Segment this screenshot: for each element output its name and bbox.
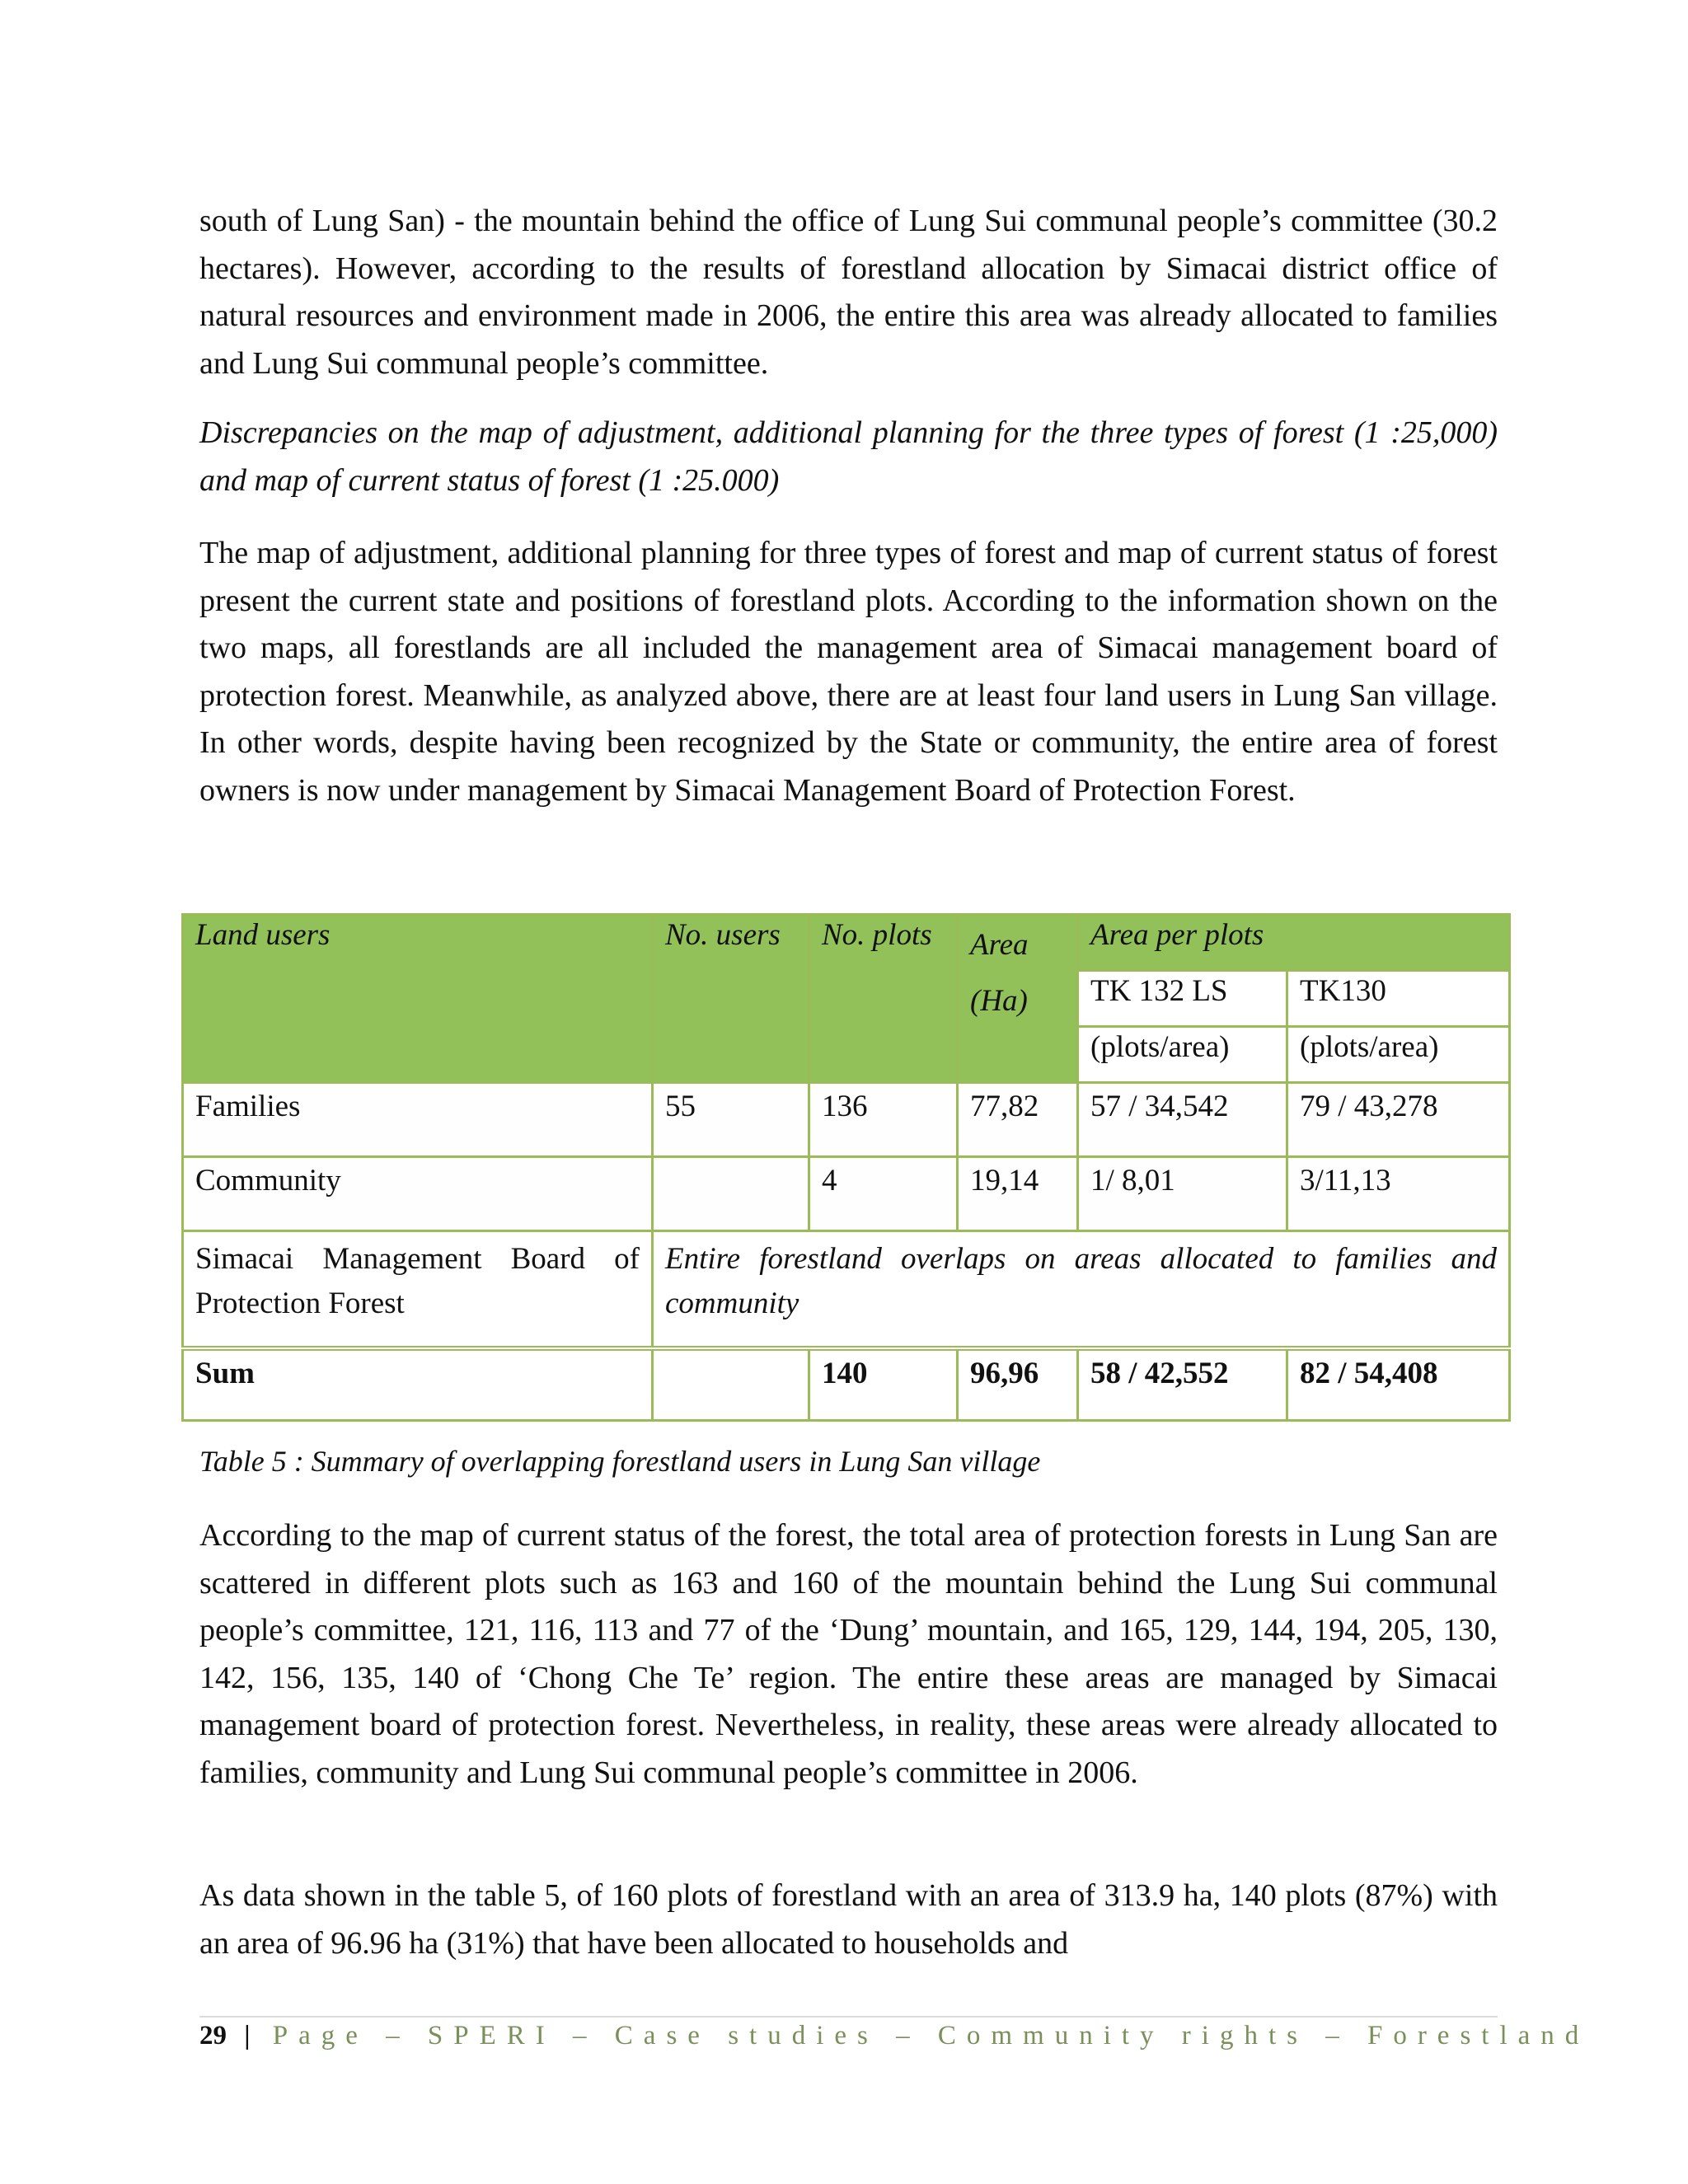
cell-tk132-community: 1/ 8,01 bbox=[1078, 1157, 1287, 1231]
header-no-plots: No. plots bbox=[809, 915, 958, 1083]
header-land-users: Land users bbox=[183, 915, 653, 1083]
cell-label-community: Community bbox=[183, 1157, 653, 1231]
header-area-label: Area bbox=[970, 928, 1029, 962]
footer-text: Page – SPERI – Case studies – Community rights – Forestland bbox=[272, 2021, 1590, 2050]
header-tk132-unit: (plots/area) bbox=[1078, 1027, 1287, 1083]
cell-users-families: 55 bbox=[653, 1083, 809, 1157]
table-row bbox=[183, 1157, 1510, 1231]
cell-plots-community: 4 bbox=[809, 1157, 958, 1231]
page-footer bbox=[199, 2021, 1589, 2051]
cell-note-simacai: Entire forestland overlaps on areas allocated to families and community bbox=[653, 1231, 1510, 1348]
cell-tk130-community: 3/11,13 bbox=[1287, 1157, 1510, 1231]
cell-plots-families: 136 bbox=[809, 1083, 958, 1157]
cell-label-sum: Sum bbox=[183, 1348, 653, 1421]
cell-label-simacai: Simacai Management Board of Protection Forest bbox=[183, 1231, 653, 1348]
footer-separator: | bbox=[244, 2021, 256, 2050]
table-caption: Table 5 : Summary of overlapping forestland users in Lung San village bbox=[199, 1445, 1041, 1478]
paragraph-4: As data shown in the table 5, of 160 plots of forestland with an area of 313.9 ha, 140 plots (87%) with an area of 96.96 ha (31%) that have been allocated to households and bbox=[199, 1878, 1498, 1961]
land-users-table bbox=[181, 913, 1511, 1422]
page-number: 29 bbox=[199, 2021, 227, 2050]
cell-tk130-sum: 82 / 54,408 bbox=[1287, 1348, 1510, 1421]
cell-users-community bbox=[653, 1157, 809, 1231]
cell-tk132-sum: 58 / 42,552 bbox=[1078, 1348, 1287, 1421]
cell-area-community: 19,14 bbox=[958, 1157, 1078, 1231]
cell-tk130-families: 79 / 43,278 bbox=[1287, 1083, 1510, 1157]
header-area-per-plots: Area per plots bbox=[1078, 915, 1510, 971]
cell-users-sum bbox=[653, 1348, 809, 1421]
header-tk132: TK 132 LS bbox=[1078, 971, 1287, 1027]
table-row-sum bbox=[183, 1348, 1510, 1421]
header-area-unit: (Ha) bbox=[970, 984, 1028, 1018]
paragraph-1: south of Lung San) - the mountain behind the office of Lung Sui communal people’s committee (30.2 hectares). However, according to the results of forestland allocation by Simacai district office of natural resources and environment made in 2006, the entire this area was already allocated to families and Lung Sui communal people’s committee. bbox=[199, 204, 1498, 381]
table-row bbox=[183, 1083, 1510, 1157]
paragraph-2: The map of adjustment, additional planning for three types of forest and map of current status of forest present the current state and positions of forestland plots. According to the information shown on the two maps, all forestlands are all included the management area of Simacai management board of protection forest. Meanwhile, as analyzed above, there are at least four land users in Lung San village. In other words, despite having been recognized by the State or community, the entire area of forest owners is now under management by Simacai Management Board of Protection Forest. bbox=[199, 536, 1498, 808]
table-row bbox=[183, 1231, 1510, 1348]
cell-area-families: 77,82 bbox=[958, 1083, 1078, 1157]
cell-label-families: Families bbox=[183, 1083, 653, 1157]
cell-tk132-families: 57 / 34,542 bbox=[1078, 1083, 1287, 1157]
footer-divider bbox=[199, 2016, 1498, 2018]
cell-plots-sum: 140 bbox=[809, 1348, 958, 1421]
header-no-users: No. users bbox=[653, 915, 809, 1083]
table-header-row bbox=[183, 915, 1510, 971]
paragraph-3: According to the map of current status of the forest, the total area of protection forests in Lung San are scattered in different plots such as 163 and 160 of the mountain behind the Lung Sui communal people’s committee, 121, 116, 113 and 77 of the ‘Dung’ mountain, and 165, 129, 144, 194, 205, 130, 142, 156, 135, 140 of ‘Chong Che Te’ region. The entire these areas are managed by Simacai management board of protection forest. Nevertheless, in reality, these areas were already allocated to families, community and Lung Sui communal people’s committee in 2006. bbox=[199, 1518, 1498, 1790]
section-heading-discrepancies: Discrepancies on the map of adjustment, additional planning for the three types of forest (1 :25,000) and map of current status of forest (1 :25.000) bbox=[199, 415, 1498, 498]
cell-area-sum: 96,96 bbox=[958, 1348, 1078, 1421]
header-tk130: TK130 bbox=[1287, 971, 1510, 1027]
header-area bbox=[958, 915, 1078, 1083]
header-tk130-unit: (plots/area) bbox=[1287, 1027, 1510, 1083]
